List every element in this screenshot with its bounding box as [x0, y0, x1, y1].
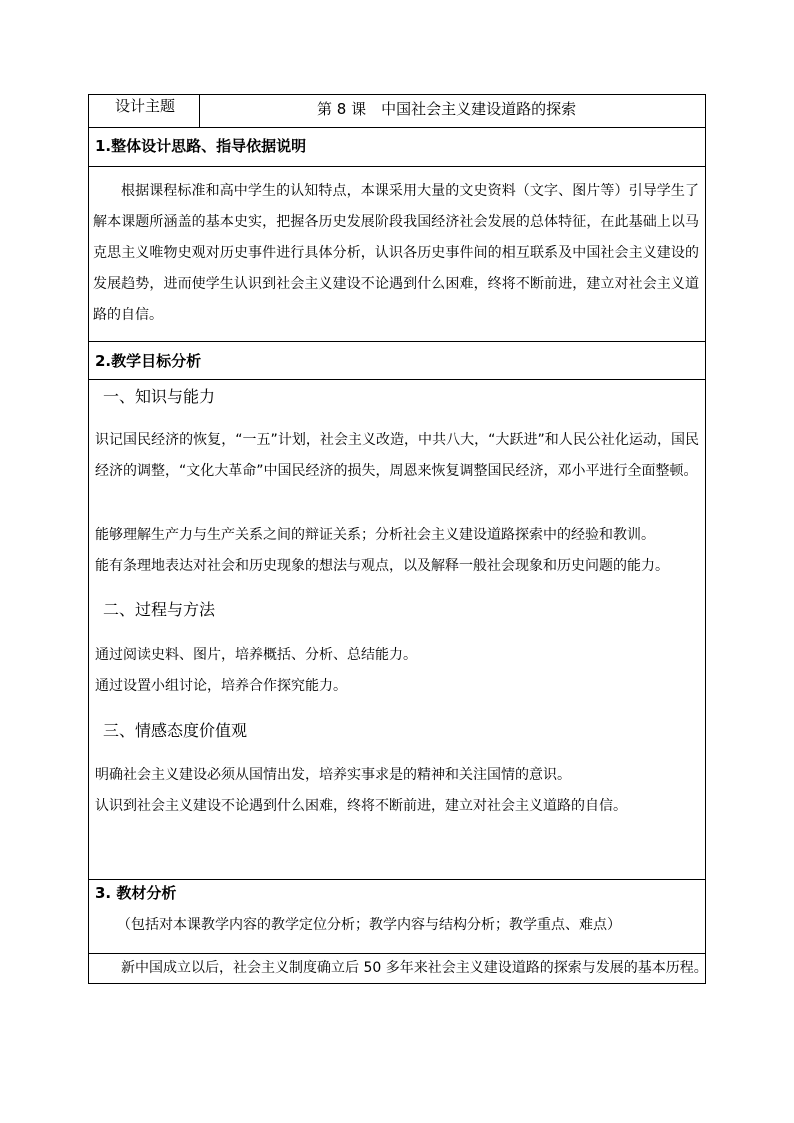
section3-body: 新中国成立以后，社会主义制度确立后 50 多年来社会主义建设道路的探索与发展的基本历程。: [121, 960, 708, 976]
values-heading: 三、情感态度价值观: [103, 721, 248, 740]
knowledge-heading: 一、知识与能力: [103, 387, 216, 406]
lesson-plan-table: [88, 94, 706, 984]
section1-title-row: [89, 128, 705, 167]
section1-title: 1.整体设计思路、指导依据说明: [95, 137, 307, 155]
header-row: [89, 95, 705, 128]
knowledge-point-3: 能有条理地表达对社会和历史现象的想法与观点，以及解释一般社会现象和历史问题的能力。: [95, 558, 669, 574]
section1-body: 根据课程标准和高中学生的认知特点，本课采用大量的文史资料（文字、图片等）引导学生了解本课题所涵盖的基本史实，把握各历史发展阶段我国经济社会发展的总体特征，在此基础上以马克思主义唯物史观对历史事件进行具体分析，认识各历史事件间的相互联系及中国社会主义建设的发展趋势，进而使学生认识到社会主义建设不论遇到什么困难，终将不断前进，建立对社会主义道路的自信。: [93, 183, 699, 323]
process-heading: 二、过程与方法: [103, 600, 216, 619]
knowledge-point-2: 能够理解生产力与生产关系之间的辩证关系；分析社会主义建设道路探索中的经验和教训。: [95, 527, 655, 543]
values-point-1: 明确社会主义建设必须从国情出发，培养实事求是的精神和关注国情的意识。: [95, 767, 571, 783]
section2-title-row: [89, 342, 705, 380]
section2-body-row: [89, 380, 705, 880]
section1-body-row: [89, 167, 705, 342]
header-label: 设计主题: [115, 97, 176, 115]
section3-body-row: [89, 954, 708, 983]
section3-subtitle-row: [89, 912, 705, 954]
process-point-2: 通过设置小组讨论，培养合作探究能力。: [95, 678, 347, 694]
lesson-title: 第 8 课 中国社会主义建设道路的探索: [317, 100, 577, 118]
section3-title: 3. 教材分析: [95, 884, 177, 902]
section3-subtitle: （包括对本课教学内容的教学定位分析；教学内容与结构分析；教学重点、难点）: [117, 917, 621, 933]
process-point-1: 通过阅读史料、图片，培养概括、分析、总结能力。: [95, 647, 417, 663]
section3-title-row: [89, 880, 705, 912]
values-point-2: 认识到社会主义建设不论遇到什么困难，终将不断前进，建立对社会主义道路的自信。: [95, 798, 627, 814]
knowledge-point-1: 识记国民经济的恢复，“一五”计划，社会主义改造，中共八大，“大跃进”和人民公社化运动，国民经济的调整，“文化大革命”中国民经济的损失，周恩来恢复调整国民经济，邓小平进行全面整顿。: [95, 432, 699, 479]
header-label-cell: [89, 95, 200, 127]
section2-title: 2.教学目标分析: [95, 352, 202, 370]
